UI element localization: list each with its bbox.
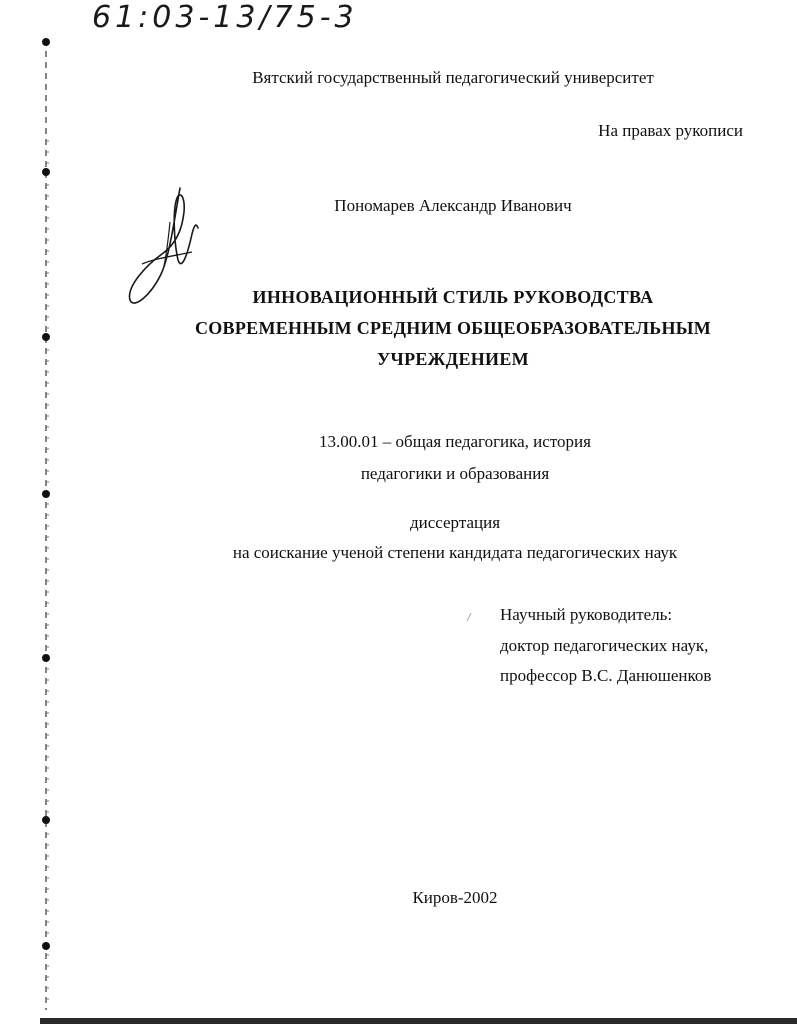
supervisor-degree: доктор педагогических наук, <box>500 636 709 655</box>
scan-speck <box>466 612 472 622</box>
dissertation-title-line-1: ИННОВАЦИОННЫЙ СТИЛЬ РУКОВОДСТВА <box>252 287 654 307</box>
author-name: Пономарев Александр Иванович <box>334 196 572 215</box>
document-type: диссертация <box>409 513 501 532</box>
specialty-code-line: 13.00.01 – общая педагогика, история <box>319 432 591 451</box>
specialty-name-line: педагогики и образования <box>360 464 550 483</box>
degree-purpose: на соискание ученой степени кандидата педагогических наук <box>232 543 678 562</box>
university-name: Вятский государственный педагогический университет <box>252 68 654 87</box>
supervisor-label: Научный руководитель: <box>500 605 673 624</box>
archive-code-handwritten: 61:03-13/75-3 <box>92 0 358 35</box>
dissertation-title-line-3: УЧРЕЖДЕНИЕМ <box>377 349 529 369</box>
city-year: Киров-2002 <box>412 888 498 907</box>
scan-bottom-edge <box>40 1018 797 1024</box>
supervisor-name: профессор В.С. Данюшенков <box>500 666 712 685</box>
dissertation-title-line-2: СОВРЕМЕННЫМ СРЕДНИМ ОБЩЕОБРАЗОВАТЕЛЬНЫМ <box>194 318 712 338</box>
manuscript-rights: На правах рукописи <box>598 121 743 140</box>
